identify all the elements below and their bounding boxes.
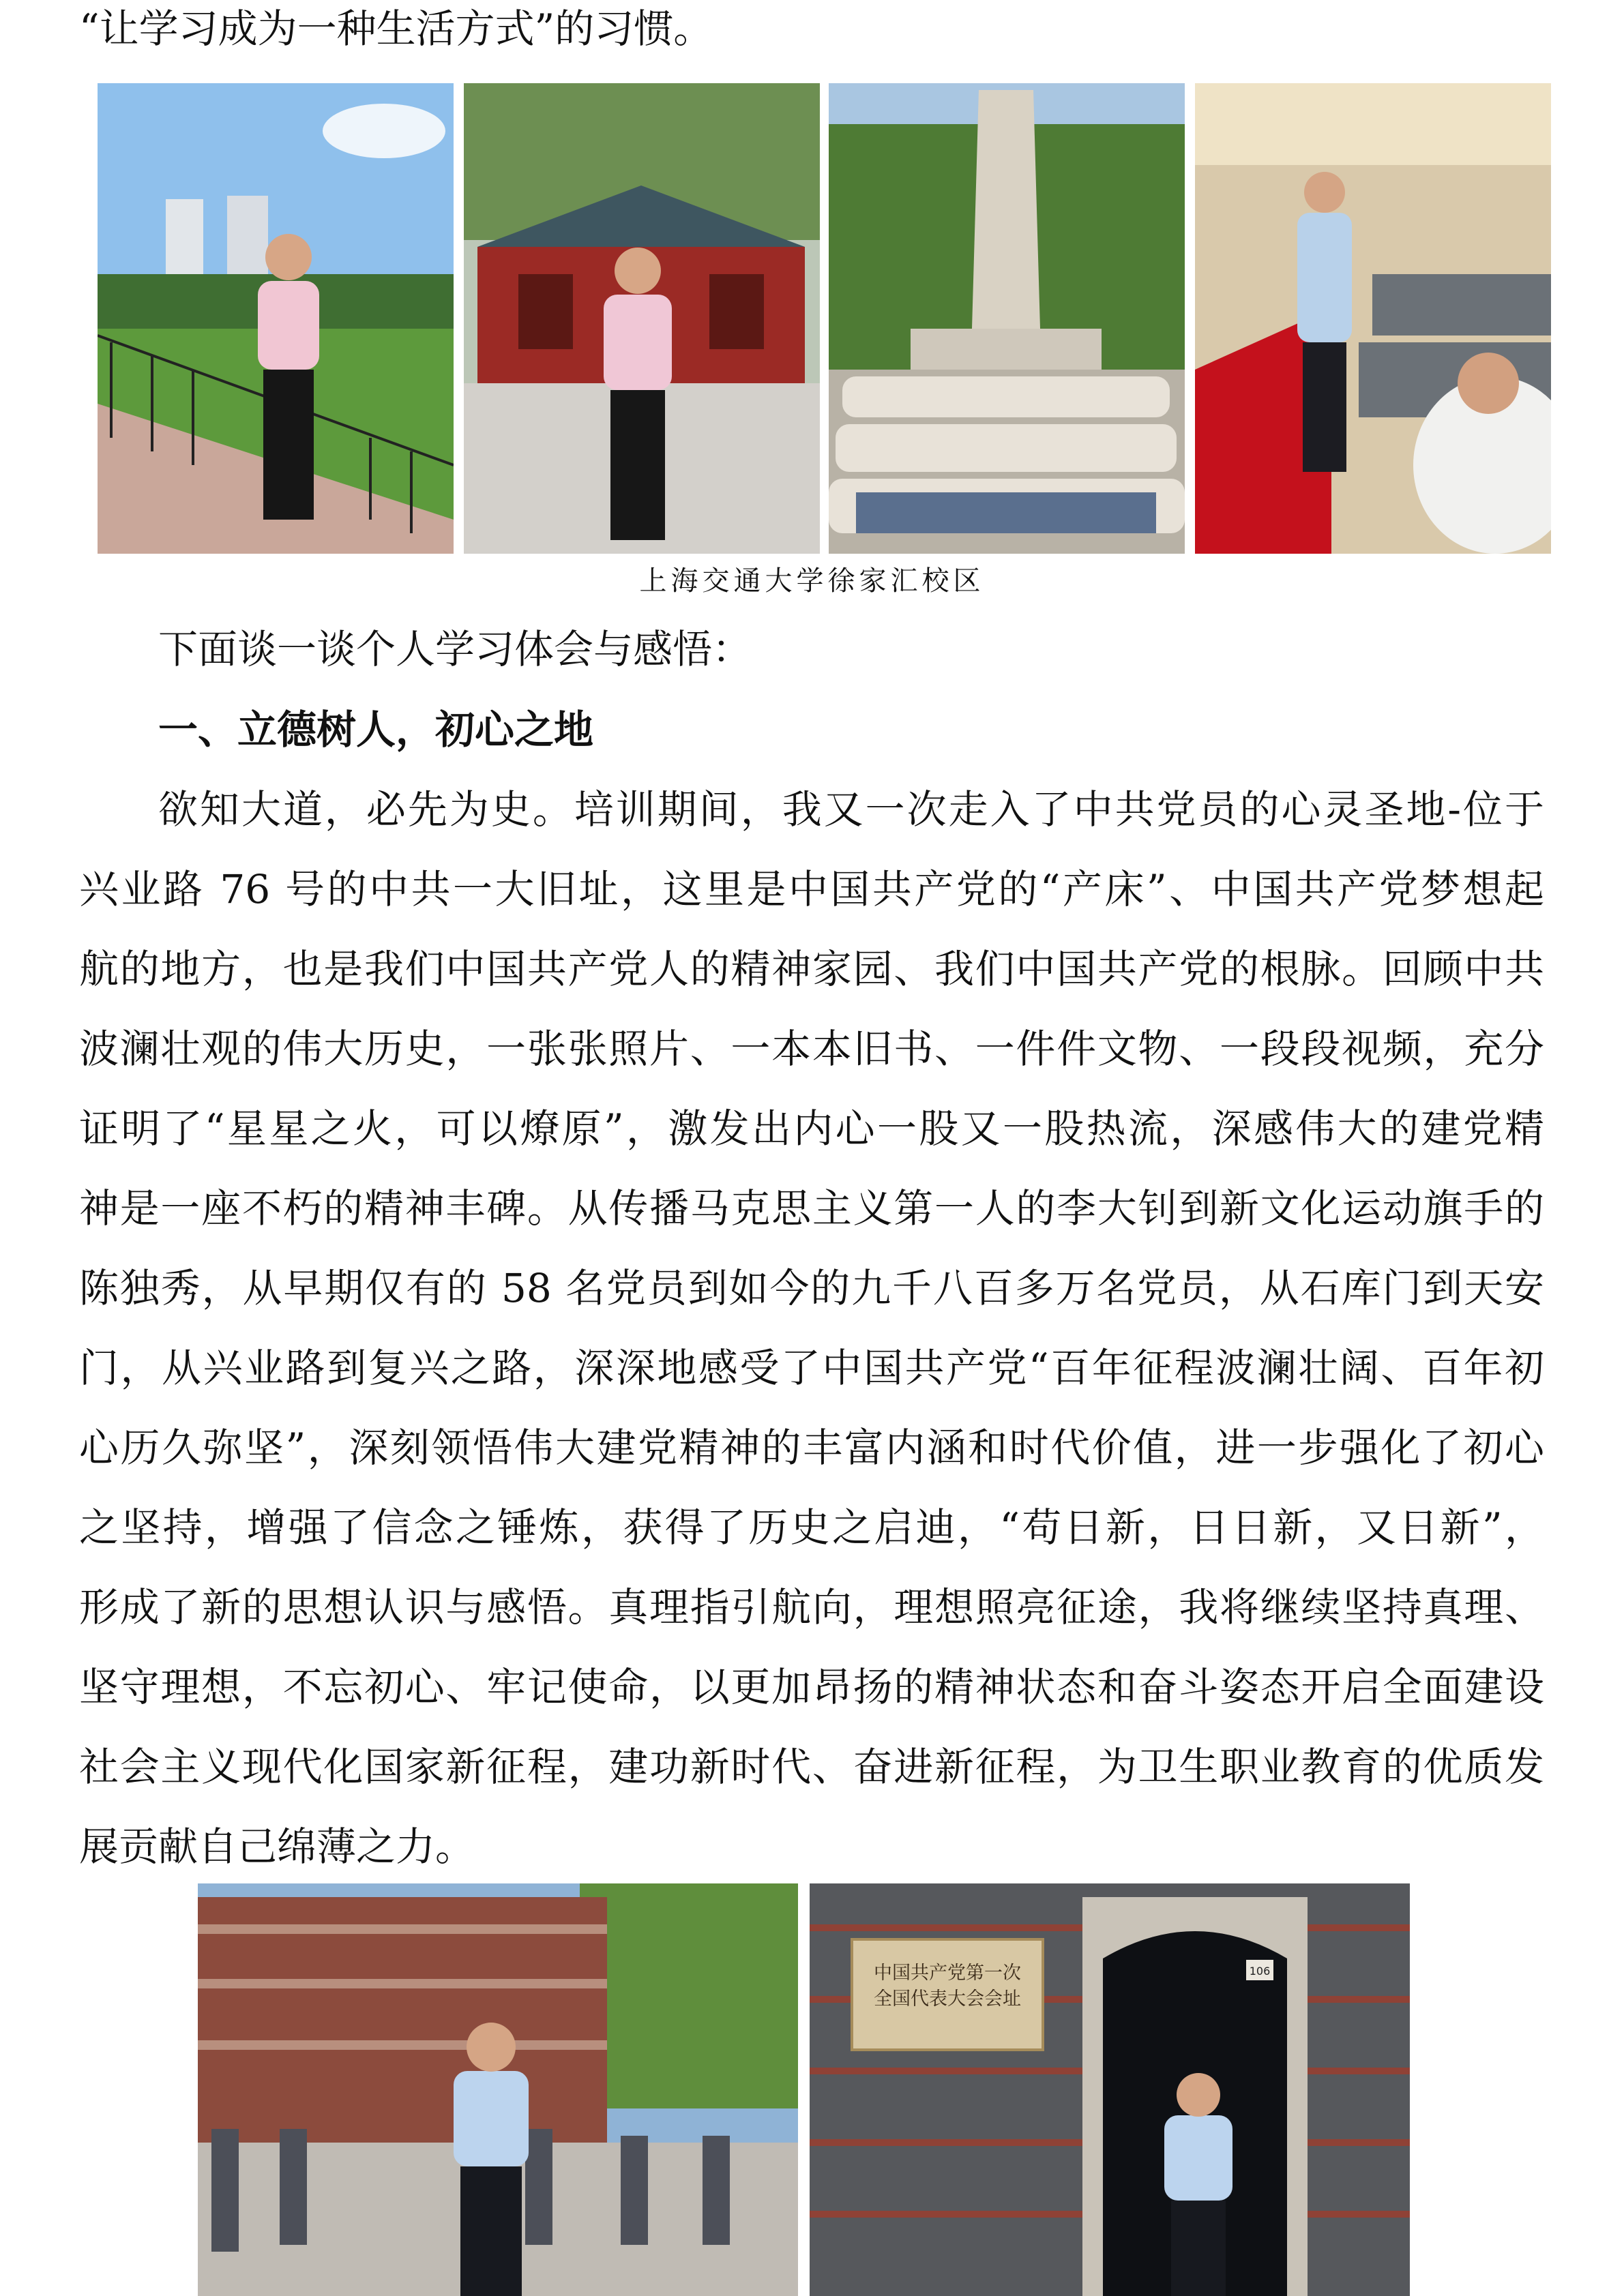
photo-park-lawn xyxy=(98,83,454,554)
body-line: 之坚持，增强了信念之锤炼，获得了历史之启迪，“苟日新，日日新，又日新”， xyxy=(79,1504,1544,1551)
photo-red-gate-building xyxy=(464,83,820,554)
body-line: 门，从兴业路到复兴之路，深深地感受了中国共产党“百年征程波澜壮阔、百年初 xyxy=(79,1345,1544,1391)
intro-fragment: “让学习成为一种生活方式”的习惯。 xyxy=(79,5,713,52)
body-line: 坚守理想，不忘初心、牢记使命，以更加昂扬的精神状态和奋斗姿态开启全面建设 xyxy=(79,1664,1544,1710)
body-line: 证明了“星星之火，可以燎原”，激发出内心一股又一股热流，深感伟大的建党精 xyxy=(79,1105,1544,1152)
photo-lecture-hall xyxy=(1195,83,1551,554)
body-line: 形成了新的思想认识与感悟。真理指引航向，理想照亮征途，我将继续坚持真理、 xyxy=(79,1584,1544,1630)
photo-monument-group xyxy=(829,83,1185,554)
photo-shikumen-street xyxy=(198,1883,798,2296)
section-heading: 一、立德树人，初心之地 xyxy=(158,706,594,753)
body-line: 心历久弥坚”，深刻领悟伟大建党精神的丰富内涵和时代价值，进一步强化了初心 xyxy=(79,1425,1544,1471)
body-line: 展贡献自己绵薄之力。 xyxy=(79,1823,475,1870)
body-line: 兴业路 76 号的中共一大旧址，这里是中国共产党的“产床”、中国共产党梦想起 xyxy=(79,866,1544,912)
lead-in-text: 下面谈一谈个人学习体会与感悟： xyxy=(158,626,752,672)
photo-caption: 上海交通大学徐家汇校区 xyxy=(639,565,985,597)
photo-site-door-plaque xyxy=(810,1883,1410,2296)
body-line: 社会主义现代化国家新征程，建功新时代、奋进新征程，为卫生职业教育的优质发 xyxy=(79,1744,1544,1790)
body-line: 神是一座不朽的精神丰碑。从传播马克思主义第一人的李大钊到新文化运动旗手的 xyxy=(79,1185,1544,1232)
body-line: 欲知大道，必先为史。培训期间，我又一次走入了中共党员的心灵圣地-位于 xyxy=(158,786,1544,833)
body-line: 航的地方，也是我们中国共产党人的精神家园、我们中国共产党的根脉。回顾中共 xyxy=(79,946,1544,992)
plaque-line-2: 全国代表大会会址 xyxy=(874,1988,1021,2010)
body-line: 陈独秀，从早期仅有的 58 名党员到如今的九千八百多万名党员，从石库门到天安 xyxy=(79,1265,1544,1311)
door-number: 106 xyxy=(1249,1965,1271,1978)
plaque-line-1: 中国共产党第一次 xyxy=(874,1963,1021,1984)
body-line: 波澜壮观的伟大历史，一张张照片、一本本旧书、一件件文物、一段段视频，充分 xyxy=(79,1026,1544,1072)
